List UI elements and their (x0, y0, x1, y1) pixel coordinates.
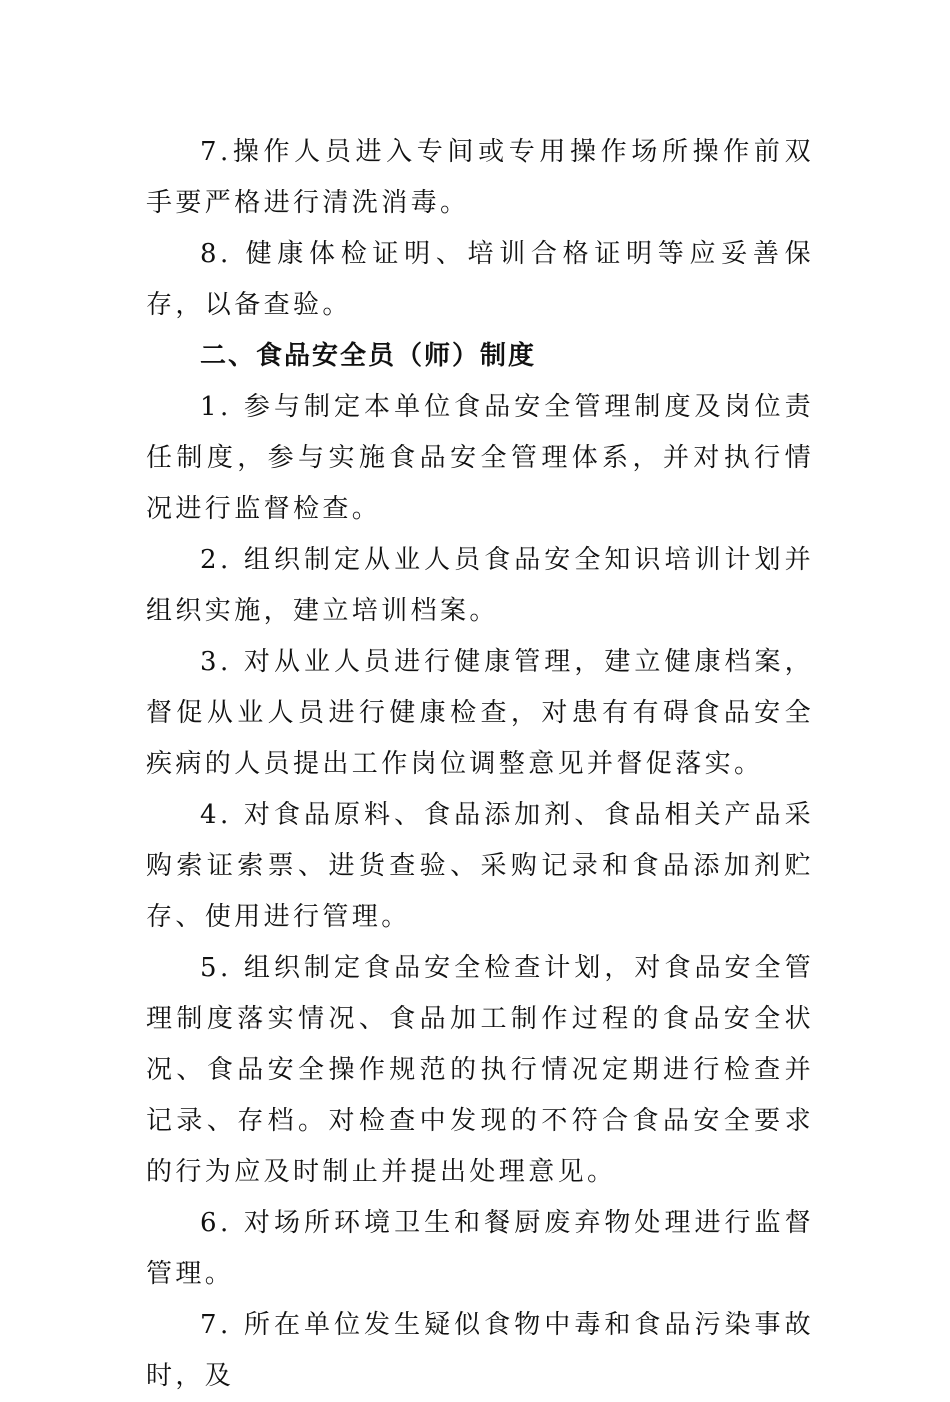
paragraph-item-8-certificate-storage: 8. 健康体检证明、培训合格证明等应妥善保存，以备查验。 (146, 239, 814, 320)
paragraph-duty-6: 6. 对场所环境卫生和餐厨废弃物处理进行监督管理。 (146, 1208, 814, 1289)
paragraph-duty-5: 5. 组织制定食品安全检查计划，对食品安全管理制度落实情况、食品加工制作过程的食品安全状况、食品安全操作规范的执行情况定期进行检查并记录、存档。对检查中发现的不符合食品安全要求的行为应及时制止并提出处理意见。 (146, 953, 814, 1187)
paragraph-duty-7: 7. 所在单位发生疑似食物中毒和食品污染事故时，及 (146, 1310, 814, 1391)
paragraph-duty-4: 4. 对食品原料、食品添加剂、食品相关产品采购索证索票、进货查验、采购记录和食品添加剂贮存、使用进行管理。 (146, 800, 814, 932)
paragraph-duty-1: 1. 参与制定本单位食品安全管理制度及岗位责任制度，参与实施食品安全管理体系，并对执行情况进行监督检查。 (146, 392, 814, 524)
document-body (146, 127, 814, 1402)
section-heading: 二、食品安全员（师）制度 (200, 341, 537, 371)
paragraph-duty-2: 2. 组织制定从业人员食品安全知识培训计划并组织实施，建立培训档案。 (146, 545, 814, 626)
paragraph-item-7-hand-disinfection: 7.操作人员进入专间或专用操作场所操作前双手要严格进行清洗消毒。 (146, 137, 814, 218)
paragraph-duty-3: 3. 对从业人员进行健康管理，建立健康档案，督促从业人员进行健康检查，对患有有碍食品安全疾病的人员提出工作岗位调整意见并督促落实。 (146, 647, 814, 779)
